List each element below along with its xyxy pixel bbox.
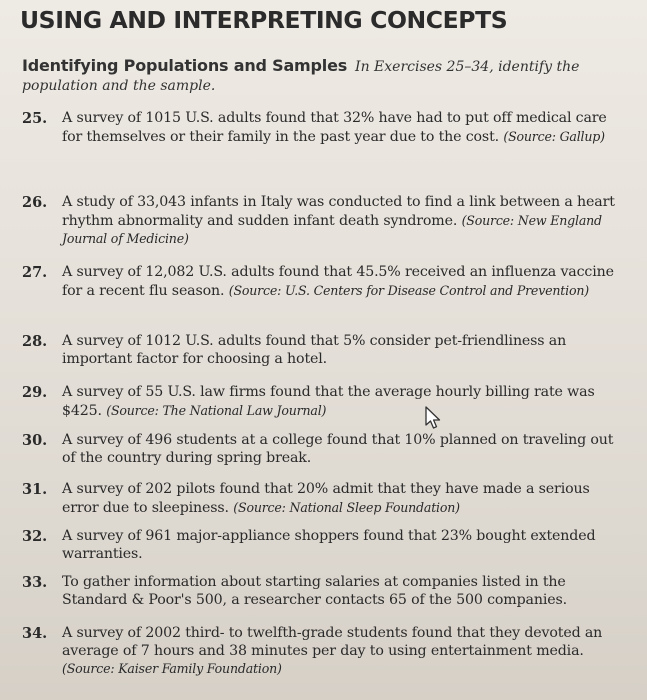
exercise-item xyxy=(22,625,620,679)
exercise-text: A survey of 961 major-appliance shoppers found that 23% bought extended warranties. xyxy=(62,528,596,562)
exercise-number: 34. xyxy=(22,625,48,642)
exercise-number: 31. xyxy=(22,481,48,498)
exercise-text: A survey of 12,082 U.S. adults found that 45.5% received an influenza vaccine for a recent flu season. xyxy=(62,264,614,299)
exercise-number: 30. xyxy=(22,432,48,449)
exercise-item xyxy=(22,333,620,368)
exercise-item xyxy=(22,194,620,249)
exercise-item xyxy=(22,264,620,300)
exercise-source: (Source: U.S. Centers for Disease Control and Prevention) xyxy=(228,282,589,298)
exercise-item xyxy=(22,528,620,563)
exercise-text: A survey of 1012 U.S. adults found that 5% consider pet-friendliness an important factor for choosing a hotel. xyxy=(62,333,567,367)
mouse-pointer-icon xyxy=(424,406,444,430)
exercise-source: (Source: National Sleep Foundation) xyxy=(233,499,460,515)
exercise-item xyxy=(22,384,620,420)
exercise-text: A survey of 496 students at a college found that 10% planned on traveling out of the country during spring break. xyxy=(62,432,614,466)
exercise-text: A survey of 1015 U.S. adults found that 32% have had to put off medical care for themselves or their family in the past year due to the cost. xyxy=(62,110,607,145)
exercise-text: A survey of 202 pilots found that 20% admit that they have made a serious error due to sleepiness. xyxy=(62,481,590,516)
exercise-item xyxy=(22,574,620,609)
intro-title: Identifying Populations and Samples xyxy=(22,56,348,75)
exercise-number: 27. xyxy=(22,264,48,281)
exercise-number: 26. xyxy=(22,194,48,211)
exercise-item xyxy=(22,110,620,146)
exercise-source: (Source: The National Law Journal) xyxy=(106,402,327,418)
exercise-text: A study of 33,043 infants in Italy was conducted to find a link between a heart rhythm abnormality and sudden infant death syndrome. xyxy=(62,194,615,229)
exercise-source: (Source: Gallup) xyxy=(503,128,605,144)
exercise-number: 32. xyxy=(22,528,48,545)
exercise-text: To gather information about starting salaries at companies listed in the Standard & Poor's 500, a researcher contacts 65 of the 500 companies. xyxy=(62,574,567,608)
exercise-item xyxy=(22,432,620,467)
section-heading: USING AND INTERPRETING CONCEPTS xyxy=(20,6,508,34)
exercise-text: A survey of 55 U.S. law firms found that the average hourly billing rate was $425. xyxy=(62,384,595,419)
exercise-intro xyxy=(22,56,632,96)
exercise-number: 33. xyxy=(22,574,48,591)
exercise-text: A survey of 2002 third- to twelfth-grade students found that they devoted an average of 7 hours and 38 minutes per day to using entertainment media. xyxy=(62,625,603,659)
exercise-number: 29. xyxy=(22,384,48,401)
exercise-source: (Source: Kaiser Family Foundation) xyxy=(62,661,282,676)
exercise-number: 25. xyxy=(22,110,48,127)
intro-instruction: In Exercises 25–34, identify the population and the sample. xyxy=(22,59,580,94)
exercise-number: 28. xyxy=(22,333,48,350)
exercise-source: (Source: New England Journal of Medicine) xyxy=(62,212,602,246)
exercise-item xyxy=(22,481,620,517)
